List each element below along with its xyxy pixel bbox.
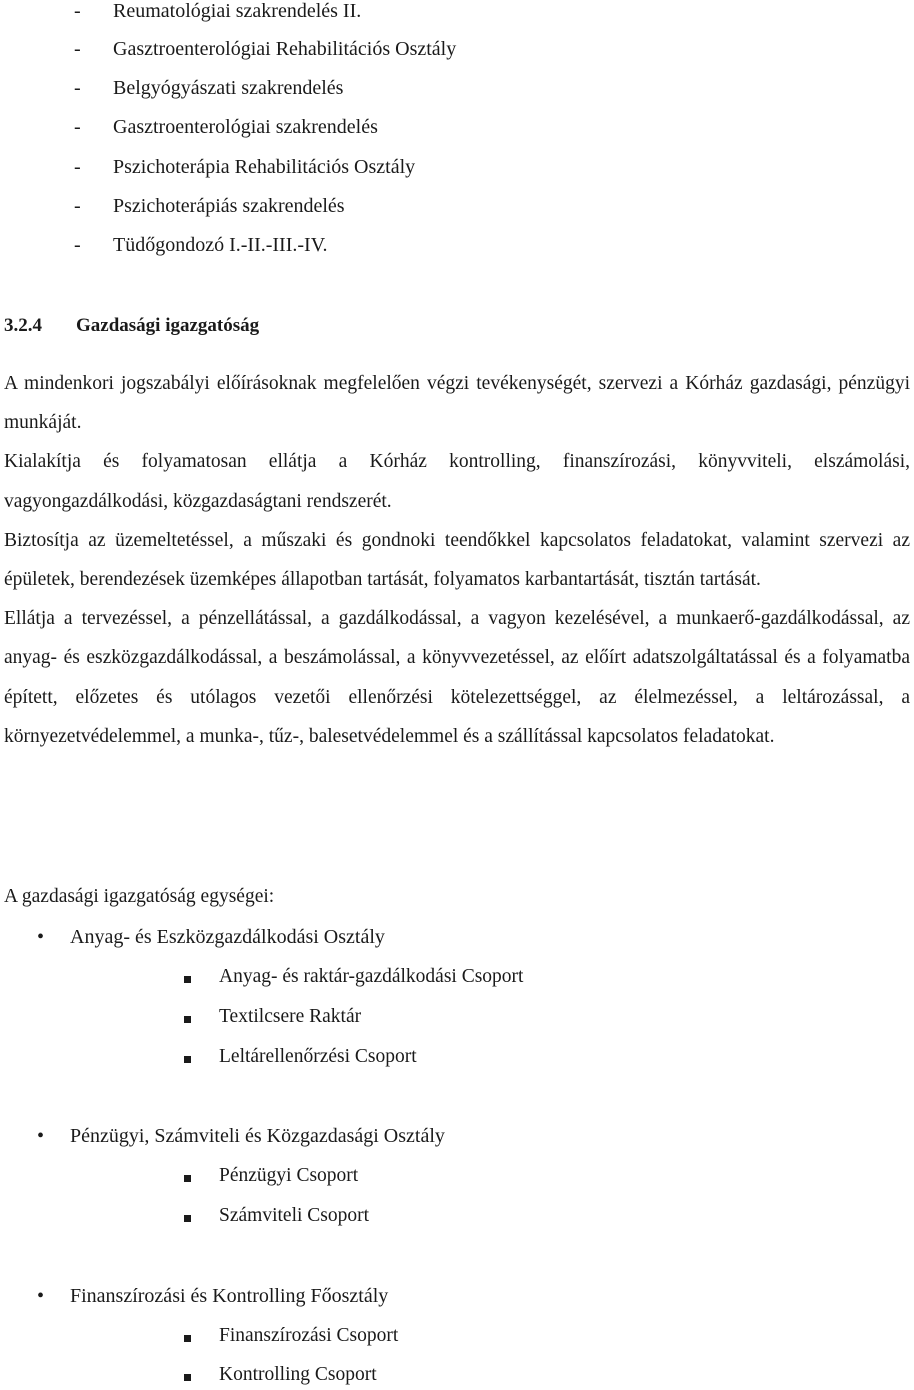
square-bullet-icon xyxy=(184,1374,191,1381)
bullet-marker: • xyxy=(37,926,45,948)
paragraph: Ellátja a tervezéssel, a pénzellátással, a gazdálkodással, a vagyon kezelésével, a munkaerő-gazdálkodással, az anyag- és eszközgazdálkodással, a beszámolással, a könyvvezetéssel, az előírt adatszolgáltatással és a folyamatba épített, előzetes és utólagos vezetői ellenőrzési kötelezettséggel, az élelmezéssel, a leltározással, a környezetvédelemmel, a munka-, tűz-, balesetvédelemmel és a szállítással kapcsolatos feladatokat. xyxy=(4,608,910,747)
sub-unit-label: Textilcsere Raktár xyxy=(219,1006,362,1027)
list-item-text: Gasztroenterológiai szakrendelés xyxy=(113,116,378,138)
section-title: Gazdasági igazgatóság xyxy=(76,315,260,336)
units-intro: A gazdasági igazgatóság egységei: xyxy=(4,886,275,907)
list-item-text: Gasztroenterológiai Rehabilitációs Osztály xyxy=(113,38,457,60)
square-bullet-icon xyxy=(184,1056,191,1063)
sub-unit-label: Pénzügyi Csoport xyxy=(219,1165,359,1186)
dash-marker: - xyxy=(74,156,81,178)
dash-marker: - xyxy=(74,116,81,138)
paragraph: A mindenkori jogszabályi előírásoknak megfelelően végzi tevékenységét, szervezi a Kórház gazdasági, pénzügyi munkáját. xyxy=(4,373,910,434)
sub-unit-label: Számviteli Csoport xyxy=(219,1205,370,1226)
list-item-text: Tüdőgondozó I.-II.-III.-IV. xyxy=(113,234,328,256)
square-bullet-icon xyxy=(184,1335,191,1342)
square-bullet-icon xyxy=(184,976,191,983)
list-item-text: Belgyógyászati szakrendelés xyxy=(113,77,344,99)
bullet-marker: • xyxy=(37,1285,45,1307)
unit-group-label: Pénzügyi, Számviteli és Közgazdasági Osztály xyxy=(70,1125,445,1147)
dash-marker: - xyxy=(74,0,81,22)
dash-marker: - xyxy=(74,234,81,256)
dash-marker: - xyxy=(74,195,81,217)
bullet-marker: • xyxy=(37,1125,45,1147)
sub-unit-label: Kontrolling Csoport xyxy=(219,1364,377,1385)
list-item-text: Reumatológiai szakrendelés II. xyxy=(113,0,362,22)
section-body xyxy=(4,364,910,756)
sub-unit-label: Leltárellenőrzési Csoport xyxy=(219,1046,417,1067)
paragraph: Biztosítja az üzemeltetéssel, a műszaki és gondnoki teendőkkel kapcsolatos feladatokat, valamint szervezi az épületek, berendezések üzemképes állapotban tartását, folyamatos karbantartását, tisztán tartását. xyxy=(4,529,910,591)
section-number: 3.2.4 xyxy=(4,315,42,336)
sub-unit-label: Anyag- és raktár-gazdálkodási Csoport xyxy=(219,966,524,987)
sub-unit-label: Finanszírozási Csoport xyxy=(219,1325,399,1346)
list-item-text: Pszichoterápiás szakrendelés xyxy=(113,195,345,217)
dash-marker: - xyxy=(74,38,81,60)
paragraph: Kialakítja és folyamatosan ellátja a Kórház kontrolling, finanszírozási, könyvviteli, elszámolási, vagyongazdálkodási, közgazdaságtani rendszerét. xyxy=(4,451,910,512)
square-bullet-icon xyxy=(184,1175,191,1182)
unit-group-label: Finanszírozási és Kontrolling Főosztály xyxy=(70,1285,389,1307)
unit-group-label: Anyag- és Eszközgazdálkodási Osztály xyxy=(70,926,385,948)
square-bullet-icon xyxy=(184,1215,191,1222)
square-bullet-icon xyxy=(184,1016,191,1023)
dash-marker: - xyxy=(74,77,81,99)
list-item-text: Pszichoterápia Rehabilitációs Osztály xyxy=(113,156,416,178)
